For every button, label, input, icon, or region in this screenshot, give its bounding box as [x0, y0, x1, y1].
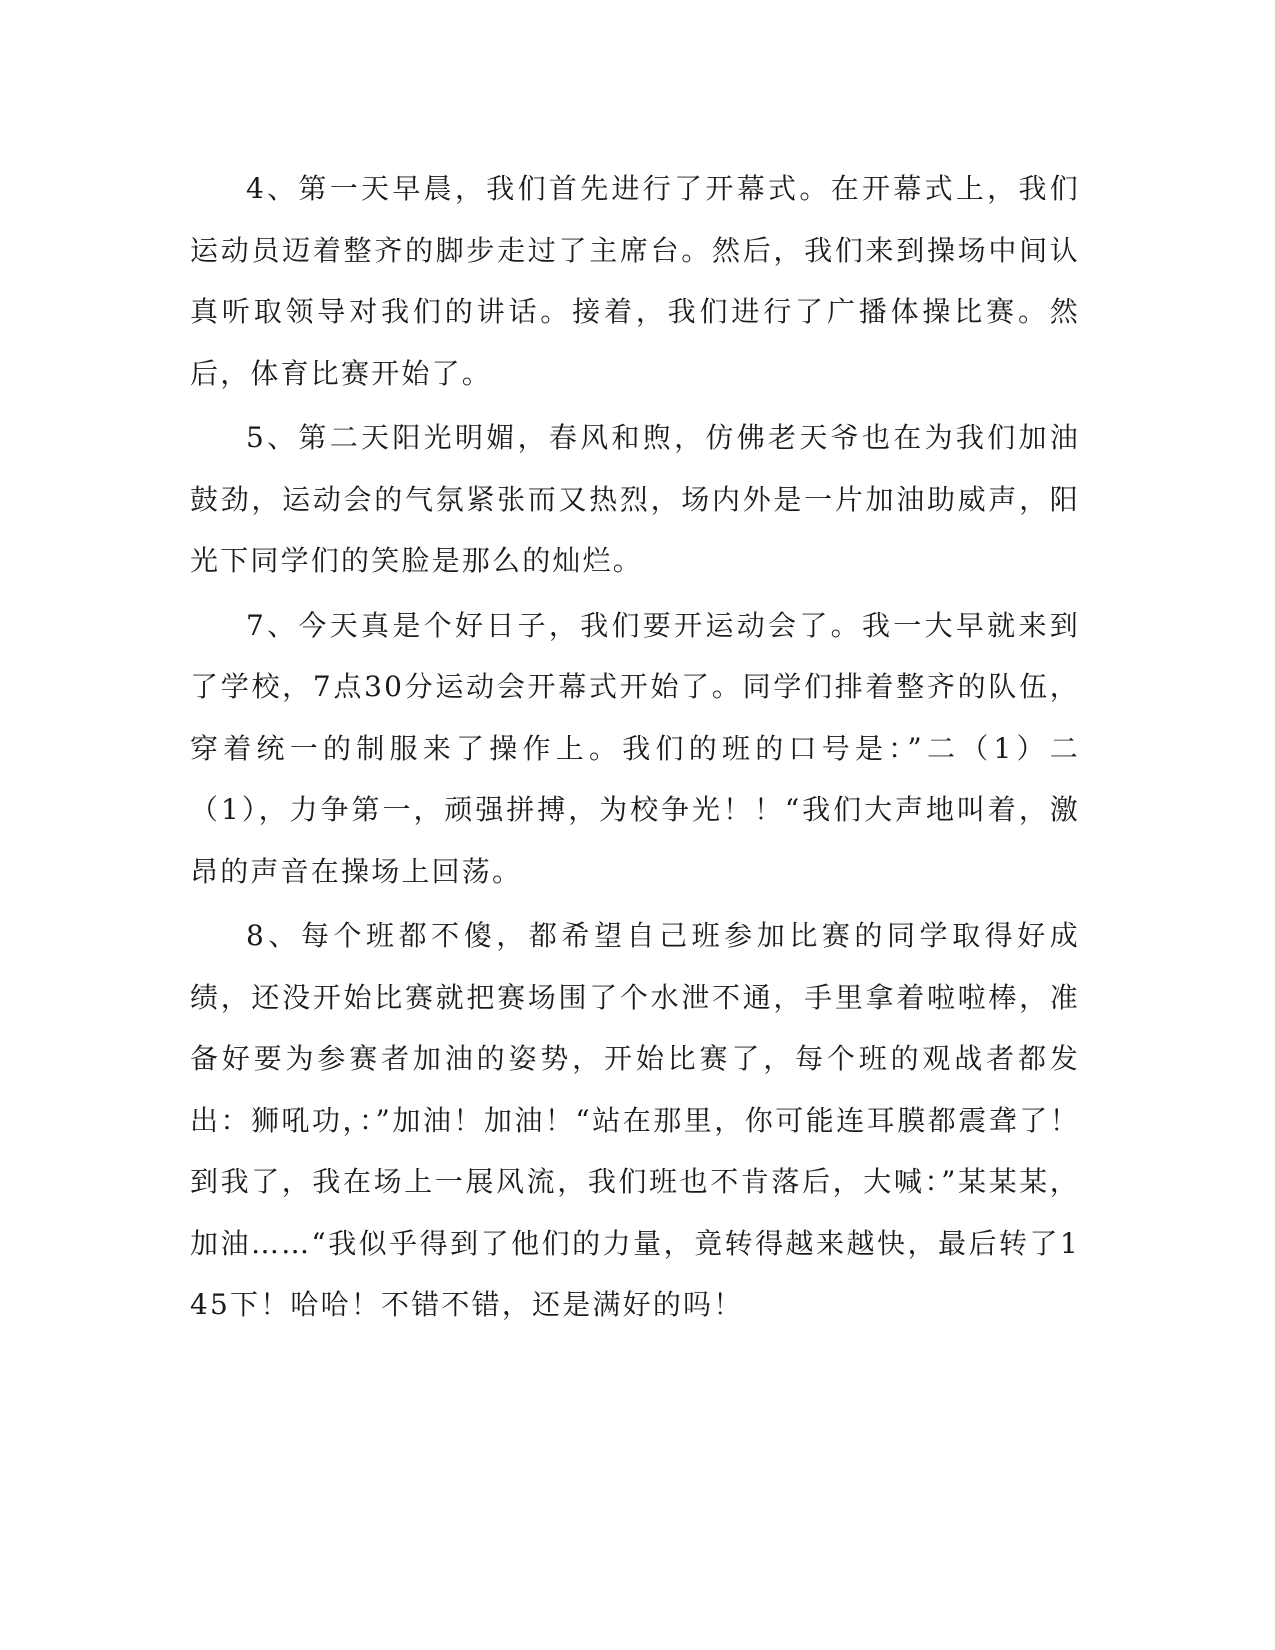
paragraph-8: 8、每个班都不傻，都希望自己班参加比赛的同学取得好成绩，还没开始比赛就把赛场围了个水泄不通，手里拿着啦啦棒，准备好要为参赛者加油的姿势，开始比赛了，每个班的观战者都发出：狮吼功，：”加油！加油！“站在那里，你可能连耳膜都震聋了！到我了，我在场上一展风流，我们班也不肯落后，大喊：”某某某，加油……“我似乎得到了他们的力量，竟转得越来越快，最后转了145下！哈哈！不错不错，还是满好的吗！: [190, 919, 1080, 1321]
paragraph-5: 5、第二天阳光明媚，春风和煦，仿佛老天爷也在为我们加油鼓劲，运动会的气氛紧张而又热烈，场内外是一片加油助威声，阳光下同学们的笑脸是那么的灿烂。: [190, 421, 1080, 577]
paragraph-4: 4、第一天早晨，我们首先进行了开幕式。在开幕式上，我们运动员迈着整齐的脚步走过了主席台。然后，我们来到操场中间认真听取领导对我们的讲话。接着，我们进行了广播体操比赛。然后，体育比赛开始了。: [190, 172, 1080, 390]
document-body: [190, 158, 1080, 1339]
paragraph-7: 7、今天真是个好日子，我们要开运动会了。我一大早就来到了学校，7点30分运动会开幕式开始了。同学们排着整齐的队伍，穿着统一的制服来了操作上。我们的班的口号是：”二（1）二（1），力争第一，顽强拼搏，为校争光！！“我们大声地叫着，激昂的声音在操场上回荡。: [190, 608, 1080, 888]
